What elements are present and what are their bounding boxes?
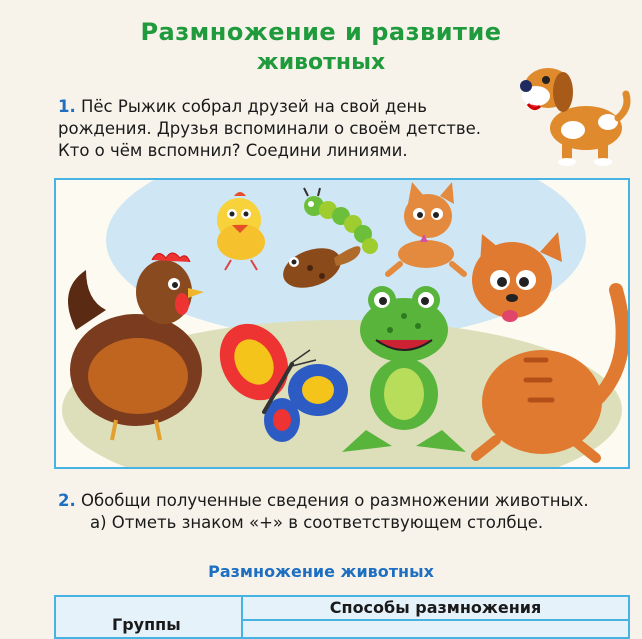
task-2-text: Обобщи полученные сведения о размножении животных. bbox=[81, 491, 589, 510]
task-1-text: Пёс Рыжик собрал друзей на свой день рождения. Друзья вспоминали о своём детстве. Кто о чём вспомнил? Соедини линиями. bbox=[58, 97, 482, 160]
table-header-groups bbox=[56, 597, 243, 637]
title-line-2: животных bbox=[256, 50, 386, 75]
animals-scene bbox=[56, 180, 628, 467]
task-1-number: 1. bbox=[58, 97, 76, 116]
title-line-1: Размножение и развитие bbox=[140, 18, 502, 46]
task-2 bbox=[58, 490, 613, 534]
dog-illustration bbox=[518, 48, 633, 168]
table-header-methods: Способы размножения bbox=[243, 597, 628, 621]
reproduction-table bbox=[54, 595, 630, 639]
groups-header-label: Группы bbox=[112, 615, 181, 634]
task-2-number: 2. bbox=[58, 491, 76, 510]
table-title: Размножение животных bbox=[208, 562, 434, 581]
animals-illustration bbox=[54, 178, 630, 469]
task-2-subtask-a: а) Отметь знаком «+» в соответствующем столбце. bbox=[90, 513, 544, 532]
task-1 bbox=[58, 96, 508, 162]
